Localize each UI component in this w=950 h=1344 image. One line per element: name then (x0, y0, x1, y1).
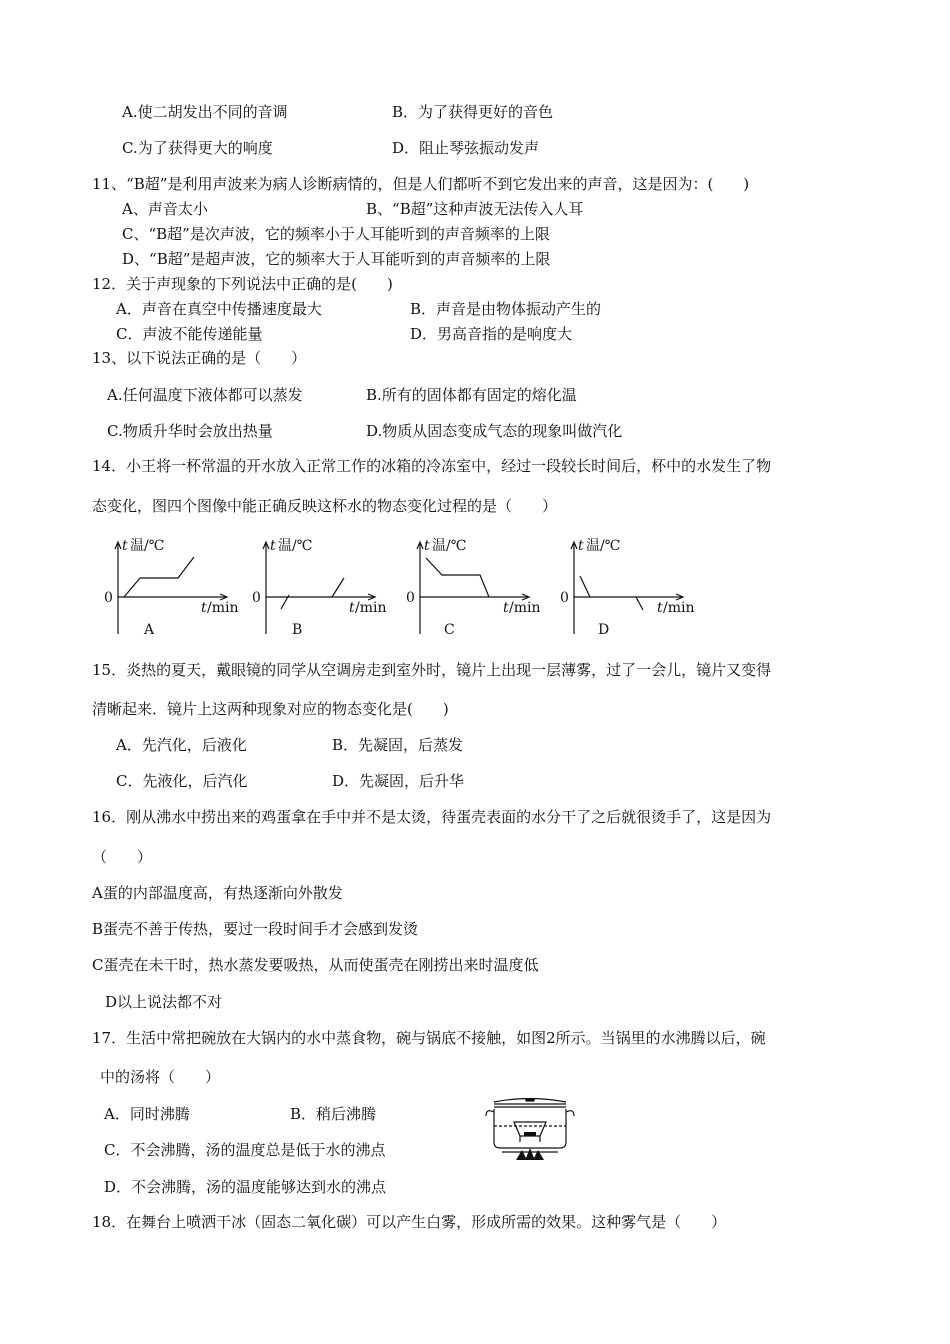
origin-label: 0 (104, 590, 113, 606)
q12-stem: 12．关于声现象的下列说法中正确的是( ) (92, 275, 393, 293)
x-axis-symbol: t (503, 600, 509, 616)
q12-option-a: A．声音在真空中传播速度最大 (116, 300, 322, 318)
q16-option-d: D以上说法都不对 (105, 993, 223, 1011)
q12-option-d: D．男高音指的是响度大 (410, 325, 573, 343)
graph-label-a: A (144, 622, 155, 638)
y-axis-symbol: t (578, 538, 584, 554)
x-axis-symbol: t (349, 600, 355, 616)
x-axis-label: /min (663, 600, 695, 616)
pot-with-bowl-figure (480, 1098, 580, 1170)
x-axis-label: /min (355, 600, 387, 616)
q14-stem-line2: 态变化，图四个图像中能正确反映这杯水的物态变化过程的是（ ） (92, 497, 558, 515)
q17-stem-line2: 中的汤将（ ） (100, 1068, 221, 1086)
q11-stem: 11、“B超”是利用声波来为病人诊断病情的，但是人们都听不到它发出来的声音，这是因为：( ) (92, 175, 750, 193)
q14-graph-a (100, 530, 250, 640)
graph-label-d: D (598, 622, 610, 638)
y-axis-symbol: t (122, 538, 128, 554)
graph-label-c: C (444, 622, 455, 638)
q17-stem-line1: 17．生活中常把碗放在大锅内的水中蒸食物，碗与锅底不接触，如图2所示。当锅里的水沸腾以后，碗 (92, 1029, 766, 1047)
q10-option-d: D．阻止琴弦振动发声 (392, 139, 540, 157)
q11-option-d: D、“B超”是超声波，它的频率大于人耳能听到的声音频率的上限 (122, 250, 551, 268)
q16-stem-line2: （ ） (92, 848, 153, 866)
q14-graph-c (402, 530, 552, 640)
q10-option-b: B．为了获得更好的音色 (392, 103, 554, 121)
q16-option-b: B蛋壳不善于传热，要过一段时间手才会感到发烫 (92, 920, 419, 938)
q13-stem: 13、以下说法正确的是（ ） (92, 349, 307, 367)
q10-option-c: C.为了获得更大的响度 (122, 139, 273, 157)
y-axis-symbol: t (424, 538, 430, 554)
q12-option-c: C．声波不能传递能量 (116, 325, 263, 343)
q15-option-d: D．先凝固，后升华 (332, 772, 465, 790)
q15-option-b: B．先凝固，后蒸发 (332, 736, 464, 754)
q17-option-d: D．不会沸腾，汤的温度能够达到水的沸点 (104, 1178, 387, 1196)
q11-option-a: A、声音太小 (122, 200, 208, 218)
x-axis-symbol: t (201, 600, 207, 616)
q15-stem-line2: 清晰起来．镜片上这两种现象对应的物态变化是( ) (92, 700, 449, 718)
q17-option-b: B．稍后沸腾 (290, 1105, 377, 1123)
q11-option-b: B、“B超”这种声波无法传入人耳 (366, 200, 584, 218)
origin-label: 0 (406, 590, 415, 606)
y-axis-label: 温/℃ (432, 538, 467, 554)
y-axis-symbol: t (270, 538, 276, 554)
q14-graph-b (248, 530, 398, 640)
y-axis-label: 温/℃ (586, 538, 621, 554)
q13-option-a: A.任何温度下液体都可以蒸发 (107, 386, 303, 404)
y-axis-label: 温/℃ (130, 538, 165, 554)
y-axis-label: 温/℃ (278, 538, 313, 554)
x-axis-label: /min (207, 600, 239, 616)
q17-option-c: C．不会沸腾，汤的温度总是低于水的沸点 (104, 1141, 386, 1159)
q12-option-b: B．声音是由物体振动产生的 (410, 300, 602, 318)
q13-option-c: C.物质升华时会放出热量 (107, 422, 273, 440)
q15-option-a: A．先汽化，后液化 (116, 736, 247, 754)
q16-stem-line1: 16．刚从沸水中捞出来的鸡蛋拿在手中并不是太烫，待蛋壳表面的水分干了之后就很烫手了，这是因为 (92, 808, 772, 826)
origin-label: 0 (560, 590, 569, 606)
q13-option-b: B.所有的固体都有固定的熔化温 (366, 386, 577, 404)
q10-option-a: A.使二胡发出不同的音调 (122, 103, 288, 121)
q16-option-c: C蛋壳在未干时，热水蒸发要吸热，从而使蛋壳在刚捞出来时温度低 (92, 956, 539, 974)
q14-stem-line1: 14．小王将一杯常温的开水放入正常工作的冰箱的冷冻室中，经过一段较长时间后，杯中的水发生了物 (92, 457, 772, 475)
q13-option-d: D.物质从固态变成气态的现象叫做汽化 (366, 422, 623, 440)
x-axis-label: /min (509, 600, 541, 616)
q18-stem: 18．在舞台上喷洒干冰（固态二氧化碳）可以产生白雾，形成所需的效果。这种雾气是（ ） (92, 1213, 727, 1231)
q11-option-c: C、“B超”是次声波，它的频率小于人耳能听到的声音频率的上限 (122, 225, 550, 243)
graph-label-b: B (292, 622, 303, 638)
q15-stem-line1: 15．炎热的夏天，戴眼镜的同学从空调房走到室外时，镜片上出现一层薄雾，过了一会儿，镜片又变得 (92, 661, 772, 679)
q17-option-a: A．同时沸腾 (104, 1105, 190, 1123)
q16-option-a: A蛋的内部温度高，有热逐渐向外散发 (92, 884, 343, 902)
q15-option-c: C．先液化，后汽化 (116, 772, 248, 790)
x-axis-symbol: t (657, 600, 663, 616)
origin-label: 0 (252, 590, 261, 606)
q14-graph-d (556, 530, 706, 640)
